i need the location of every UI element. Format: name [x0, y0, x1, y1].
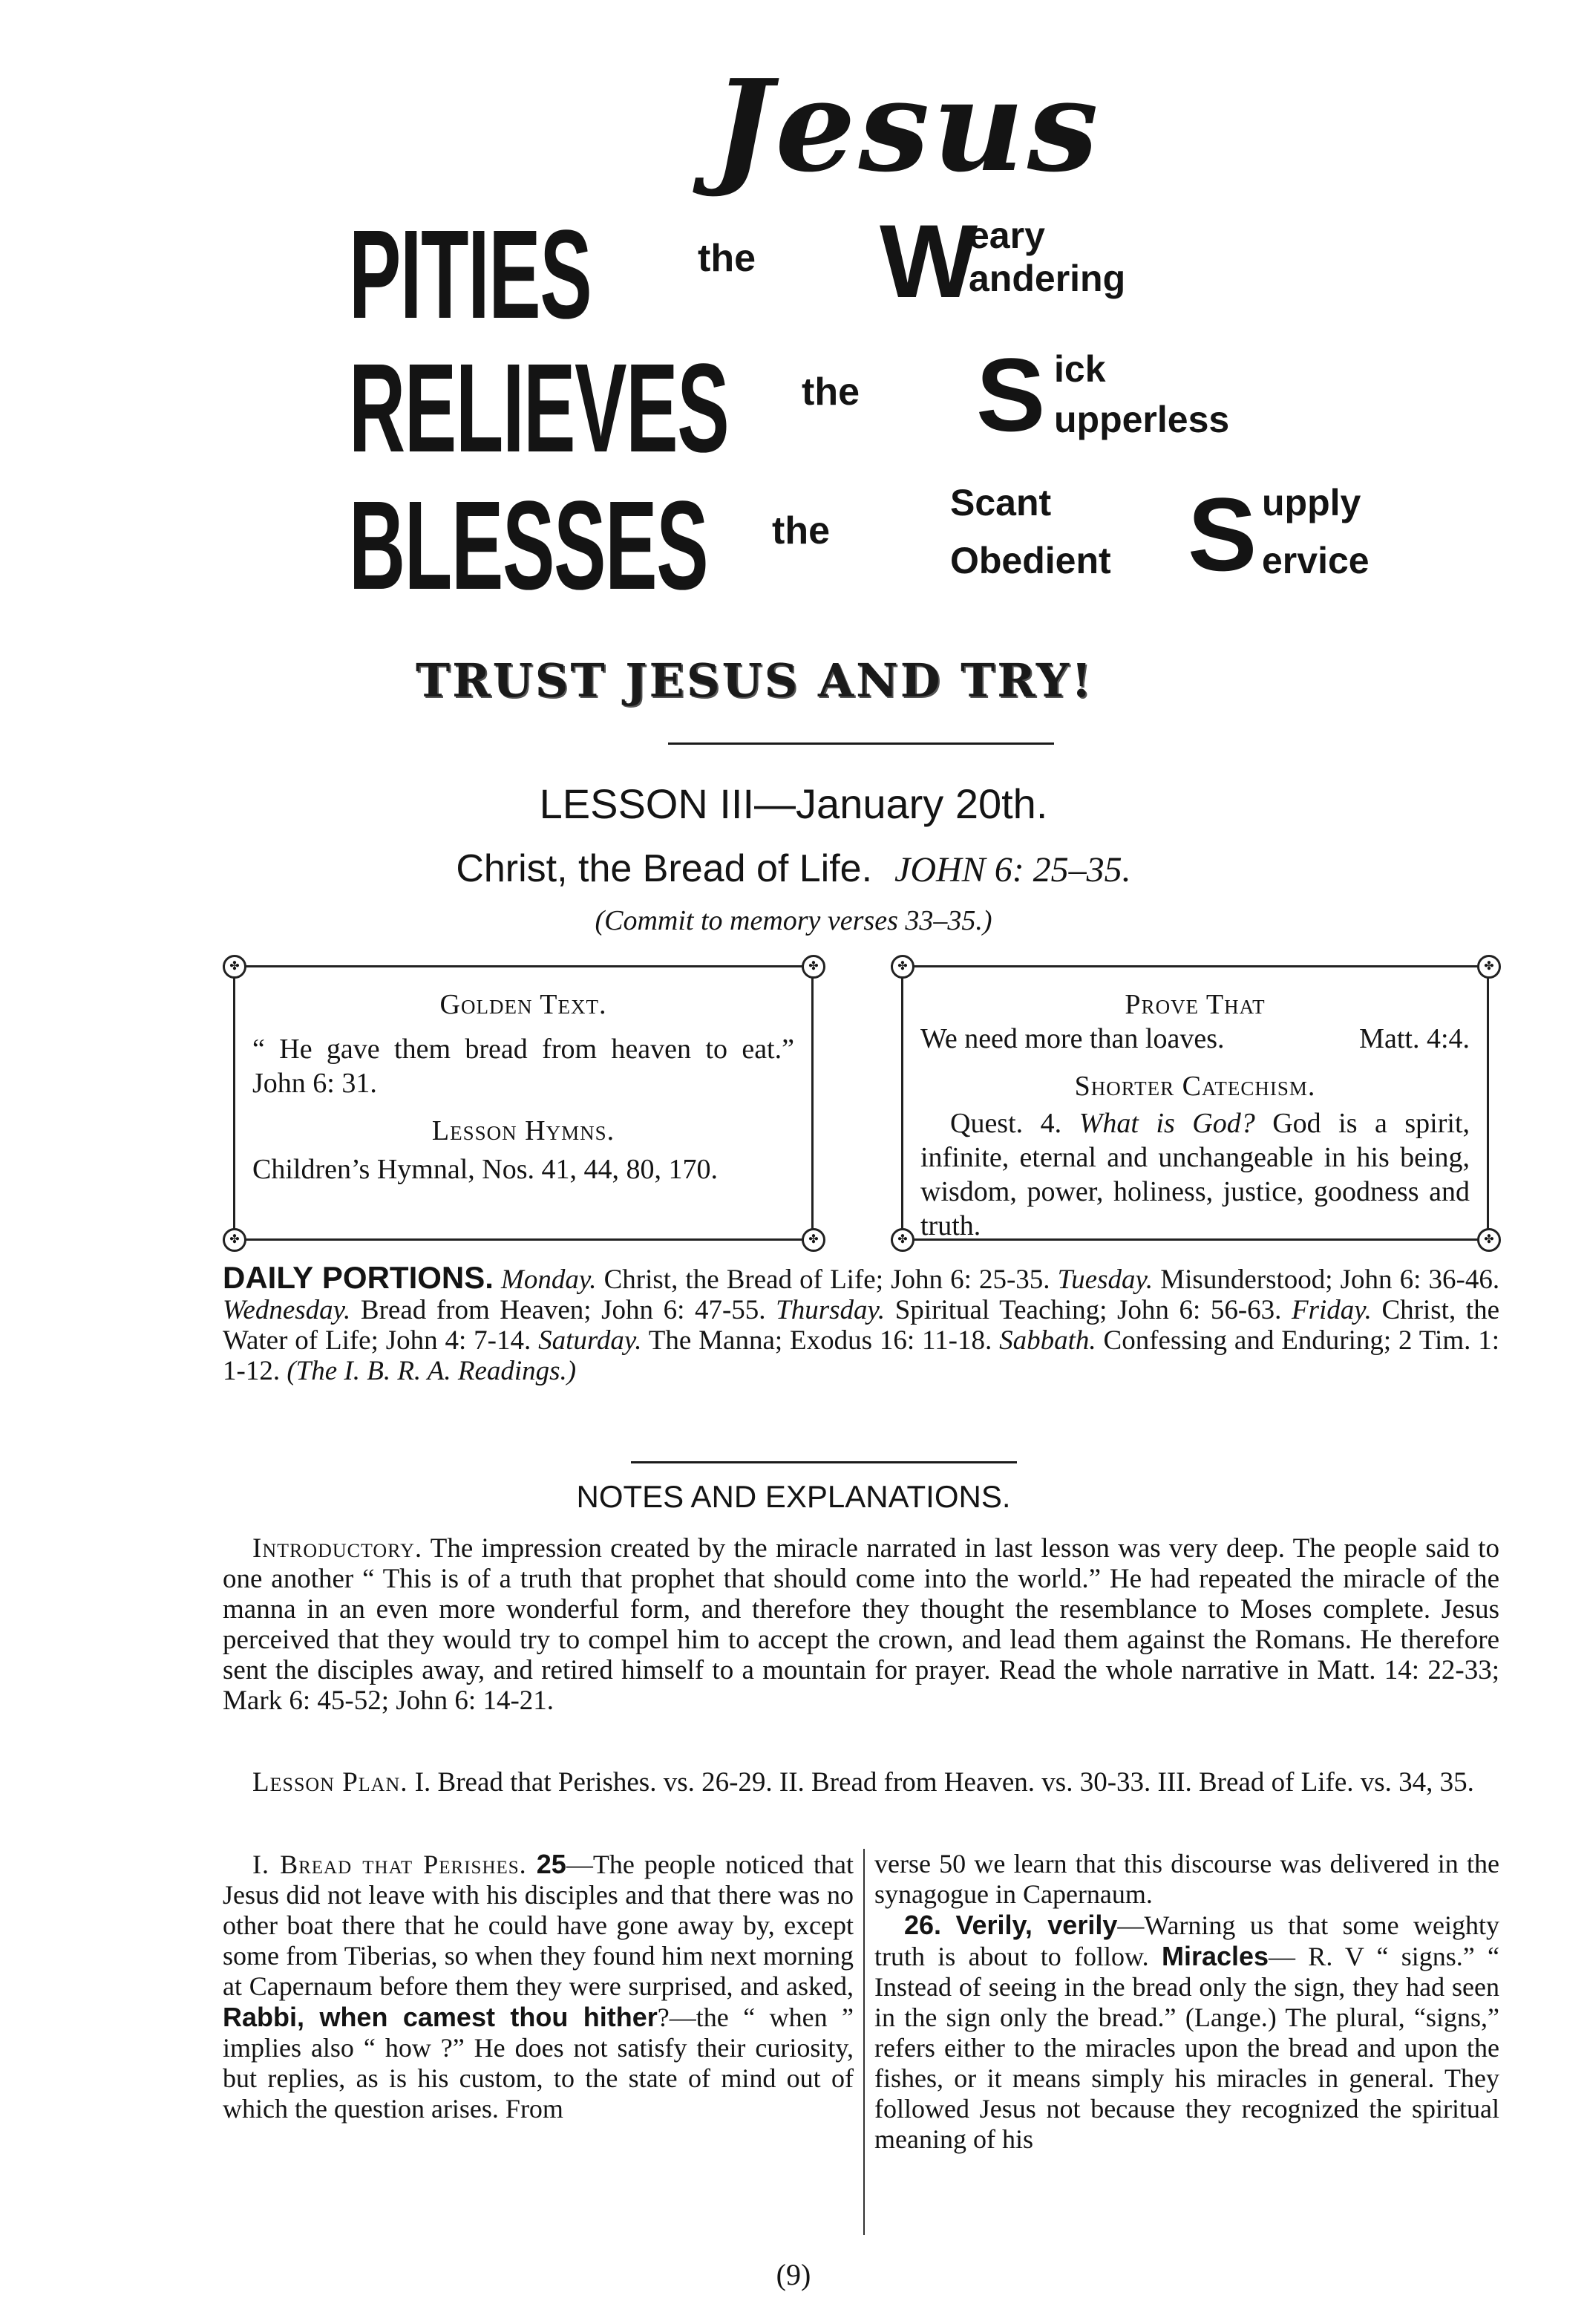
drop-cap-s-2: S — [1188, 476, 1257, 593]
word-obedient: Obedient — [950, 540, 1111, 581]
word-upply: upply — [1262, 482, 1361, 523]
page-number: (9) — [776, 2258, 811, 2291]
day-reading: Spiritual Teaching; John 6: 56-63. — [894, 1295, 1282, 1325]
lesson-plan-label: Lesson Plan. — [252, 1767, 408, 1798]
prove-text: We need more than loaves. — [920, 1023, 1225, 1054]
ornament-icon: ✤ — [891, 955, 914, 979]
ornament-icon: ✤ — [891, 1228, 914, 1252]
column-left-text-a: —The people noticed that Jesus did not leave with his disciples and that there was no other boat there that he could have gone away by, except some from Tiberias, so when they found him next morning at Capernaum before them they were surprised, and asked, — [223, 1850, 854, 2001]
prove-ref: Matt. 4:4. — [1359, 1023, 1470, 1054]
column-left — [223, 1849, 854, 2124]
column-divider — [863, 1849, 865, 2235]
drop-cap-w: W — [880, 203, 978, 319]
lesson-plan-text: I. Bread that Perishes. vs. 26-29. II. Bread from Heaven. vs. 30-33. III. Bread of Life. vs. 34, 35. — [414, 1767, 1474, 1798]
lesson-title: LESSON III—January 20th. — [539, 780, 1048, 827]
lesson-reference: JOHN 6: 25–35. — [894, 850, 1131, 890]
lesson-plan — [223, 1767, 1499, 1798]
day-reading: Christ, the Bread of Life; John 6: 25-35. — [603, 1264, 1050, 1295]
the-2: the — [802, 371, 860, 414]
word-scant: Scant — [950, 482, 1052, 523]
prove-line — [920, 1022, 1470, 1056]
section-label: I. Bread that Perishes. — [252, 1850, 527, 1879]
notes-heading: NOTES AND EXPLANATIONS. — [576, 1479, 1011, 1514]
hymns-list: Children’s Hymnal, Nos. 41, 44, 80, 170. — [252, 1154, 718, 1185]
masthead-title: Jesus — [713, 52, 1102, 200]
catechism-answer-text: God is a spirit, infinite, eternal and unchangeable in his being, wisdom, power, holiness, justice, goodness and truth. — [920, 1108, 1470, 1241]
day-reading: The Manna; Exodus 16: 11-18. — [648, 1325, 992, 1356]
catechism-question-italic: What is God? — [1079, 1108, 1255, 1139]
bold-phrase: Verily, verily — [955, 1910, 1118, 1940]
word-ervice: ervice — [1262, 540, 1370, 581]
verb-blesses: BLESSES — [349, 475, 708, 616]
day-label: Monday. — [501, 1264, 597, 1295]
motto: TRUST JESUS AND TRY! — [416, 653, 1094, 708]
catechism-question: Quest. 4. — [950, 1108, 1062, 1139]
prove-heading: Prove That — [1125, 989, 1266, 1020]
introductory-text: The impression created by the miracle narrated in last lesson was very deep. The people said to one another “ This is of a truth that prophet that should come into the world.” He had repeated the miracle of the manna in an even more wonderful form, and therefore they thought the resemblance to Moses complete. Jesus perceived that they would try to compel him to accept the crown, and lead them against the Romans. He therefore sent the disciples away, and retired himself to a mountain for prayer. Read the whole narrative in Matt. 14: 22-33; Mark 6: 45-52; John 6: 14-21. — [223, 1533, 1499, 1716]
divider — [631, 1461, 1017, 1463]
day-label: Thursday. — [776, 1295, 886, 1325]
verb-relieves: RELIEVES — [349, 338, 729, 479]
daily-portions — [223, 1262, 1499, 1386]
catechism-heading: Shorter Catechism. — [1074, 1071, 1316, 1102]
golden-text-heading: Golden Text. — [439, 989, 607, 1020]
the-1: the — [698, 237, 756, 280]
day-reading: Bread from Heaven; John 6: 47-55. — [360, 1295, 766, 1325]
hymns-heading: Lesson Hymns. — [431, 1115, 615, 1146]
verse-number: 26. — [904, 1910, 942, 1940]
golden-text-box — [223, 958, 824, 1247]
day-label: Saturday. — [538, 1325, 642, 1356]
word-upperless: upperless — [1054, 399, 1230, 440]
ornament-icon: ✤ — [1477, 955, 1501, 979]
column-right — [874, 1849, 1499, 2155]
ornament-icon: ✤ — [802, 1228, 825, 1252]
column-left-text-b: ?—the “ when ” implies also “ how ?” He does not satisfy their curiosity, but replies, as is his custom, to the state of mind out of which the question arises. From — [223, 2003, 854, 2124]
introductory-paragraph — [223, 1533, 1499, 1716]
daily-portions-label: DAILY PORTIONS. — [223, 1260, 494, 1295]
day-label: Tuesday. — [1057, 1264, 1154, 1295]
column-right-text-a: verse 50 we learn that this discourse was delivered in the synagogue in Capernaum. — [874, 1849, 1499, 1909]
day-reading: Confessing and Enduring; 2 Tim. 1: 1-12. — [223, 1325, 1499, 1386]
column-right-text-b: —Warning us that some weighty truth is about to follow. — [874, 1910, 1500, 1971]
lesson-subtitle-text: Christ, the Bread of Life. — [456, 847, 873, 890]
readings-source: (The I. B. R. A. Readings.) — [287, 1356, 577, 1386]
commit-note: (Commit to memory verses 33–35.) — [595, 905, 992, 936]
day-reading: Christ, the Water of Life; John 4: 7-14. — [223, 1295, 1499, 1356]
bold-phrase: Rabbi, when camest thou hither — [223, 2002, 658, 2032]
day-label: Sabbath. — [999, 1325, 1096, 1356]
day-reading: Misunderstood; John 6: 36-46. — [1160, 1264, 1500, 1295]
ornament-icon: ✤ — [223, 1228, 246, 1252]
drop-cap-s: S — [976, 336, 1046, 453]
word-andering: andering — [969, 258, 1126, 299]
golden-text: “ He gave them bread from heaven to eat.” John 6: 31. — [252, 1034, 794, 1099]
word-eary: eary — [969, 215, 1045, 256]
catechism-answer — [920, 1106, 1470, 1243]
verb-pities: PITIES — [349, 204, 592, 345]
ornament-icon: ✤ — [1477, 1228, 1501, 1252]
word-ick: ick — [1054, 348, 1106, 390]
day-label: Wednesday. — [223, 1295, 351, 1325]
ornament-icon: ✤ — [223, 955, 246, 979]
divider — [668, 742, 1054, 745]
catechism-box — [891, 958, 1499, 1247]
introductory-label: Introductory. — [252, 1533, 423, 1564]
verse-number: 25 — [536, 1849, 566, 1879]
day-label: Friday. — [1292, 1295, 1372, 1325]
column-right-text-c: — R. V “ signs.” “ Instead of seeing in the bread only the sign, they had seen in the sign only the bread.” (Lange.) The plural, “signs,” refers either to the miracles upon the bread and upon the fishes, or it means simply his miracles in general. They followed Jesus not because they recognized the spiritual meaning of his — [874, 1942, 1500, 2154]
the-3: the — [772, 509, 830, 552]
bold-phrase: Miracles — [1161, 1941, 1269, 1971]
lesson-subtitle — [0, 846, 1587, 891]
ornament-icon: ✤ — [802, 955, 825, 979]
